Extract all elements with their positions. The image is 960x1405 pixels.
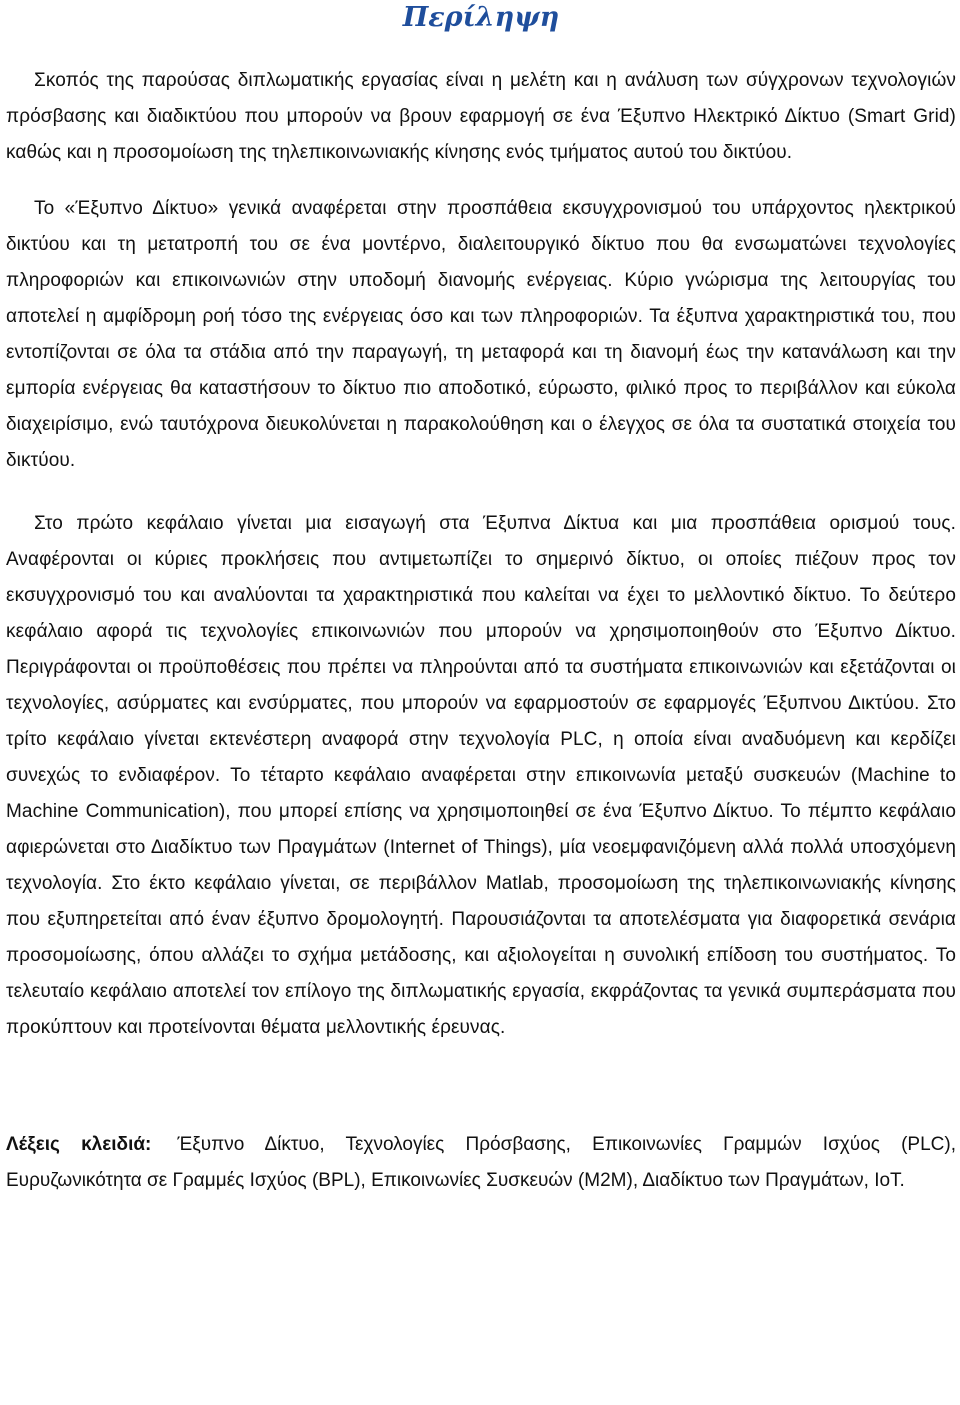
page-title: Περίληψη bbox=[402, 2, 560, 33]
paragraph-purpose: Σκοπός της παρούσας διπλωματικής εργασίας είναι η μελέτη και η ανάλυση των σύγχρονων τεχνολογιών πρόσβασης και διαδικτύου που μπορούν να βρουν εφαρμογή σε ένα Έξυπνο Ηλεκτρικό Δίκτυο (Smart Grid) καθώς και η προσομοίωση της τηλεπικοινωνιακής κίνησης ενός τμήματος αυτού του δικτύου. bbox=[6, 70, 956, 163]
keywords-label: Λέξεις κλειδιά: bbox=[6, 1134, 152, 1155]
paragraph-chapters: Στο πρώτο κεφάλαιο γίνεται μια εισαγωγή στα Έξυπνα Δίκτυα και μια προσπάθεια ορισμού τους. Αναφέρονται οι κύριες προκλήσεις που αντιμετωπίζει το σημερινό δίκτυο, οι οποίες πιέζουν προς τον εκσυγχρονισμό του και αναλύονται τα χαρακτηριστικά που καλείται να έχει το μελλοντικό δίκτυο. Το δεύτερο κεφάλαιο αφορά τις τεχνολογίες επικοινωνιών που μπορούν να χρησιμοποιηθούν στο Έξυπνο Δίκτυο. Περιγράφονται οι προϋποθέσεις που πρέπει να πληρούνται από τα συστήματα επικοινωνιών και εξετάζονται οι τεχνολογίες, ασύρματες και ενσύρματες, που μπορούν να εφαρμοστούν σε εφαρμογές Έξυπνου Δικτύου. Στο τρίτο κεφάλαιο γίνεται εκτενέστερη αναφορά στην τεχνολογία PLC, η οποία είναι αναδυόμενη και κερδίζει συνεχώς το ενδιαφέρον. Το τέταρτο κεφάλαιο αναφέρεται στην επικοινωνία μεταξύ συσκευών (Machine to Machine Communication), που μπορεί επίσης να χρησιμοποιηθεί σε ένα Έξυπνο Δίκτυο. Το πέμπτο κεφάλαιο αφιερώνεται στο Διαδίκτυο των Πραγμάτων (Internet of Things), μία νεοεμφανιζόμενη αλλά πολλά υποσχόμενη τεχνολογία. Στο έκτο κεφάλαιο γίνεται, σε περιβάλλον Matlab, προσομοίωση της τηλεπικοινωνιακής κίνησης που εξυπηρετείται από έναν έξυπνο δρομολογητή. Παρουσιάζονται τα αποτελέσματα για διαφορετικά σενάρια προσομοίωσης, όπου αλλάζει το σχήμα μετάδοσης, και αξιολογείται η συνολική επίδοση του συστήματος. Το τελευταίο κεφάλαιο αποτελεί τον επίλογο της διπλωματικής εργασία, εκφράζοντας τα γενικά συμπεράσματα που προκύπτουν και προτείνονται θέματα μελλοντικής έρευνας. bbox=[6, 513, 956, 1038]
keywords-block bbox=[6, 1127, 956, 1199]
paragraph-smart-grid: Το «Έξυπνο Δίκτυο» γενικά αναφέρεται στην προσπάθεια εκσυγχρονισμού του υπάρχοντος ηλεκτρικού δικτύου και τη μετατροπή του σε ένα μοντέρνο, διαλειτουργικό δίκτυο που θα ενσωματώνει τεχνολογίες πληροφοριών και επικοινωνιών στην υποδομή διανομής ενέργειας. Κύριο γνώρισμα της λειτουργίας του αποτελεί η αμφίδρομη ροή τόσο της ενέργειας όσο και των πληροφοριών. Τα έξυπνα χαρακτηριστικά του, που εντοπίζονται σε όλα τα στάδια από την παραγωγή, τη μεταφορά και τη διανομή έως την κατανάλωση και την εμπορία ενέργειας θα καταστήσουν το δίκτυο πιο αποδοτικό, εύρωστο, φιλικό προς το περιβάλλον και εύκολα διαχειρίσιμο, ενώ ταυτόχρονα διευκολύνεται η παρακολούθηση και ο έλεγχος σε όλα τα συστατικά στοιχεία του δικτύου. bbox=[6, 198, 956, 471]
document-page bbox=[6, 0, 956, 1199]
keywords-text: Έξυπνο Δίκτυο, Τεχνολογίες Πρόσβασης, Επικοινωνίες Γραμμών Ισχύος (PLC), Ευρυζωνικότητα σε Γραμμές Ισχύος (BPL), Επικοινωνίες Συσκευών (M2M), Διαδίκτυο των Πραγμάτων, IoT. bbox=[6, 1134, 956, 1191]
